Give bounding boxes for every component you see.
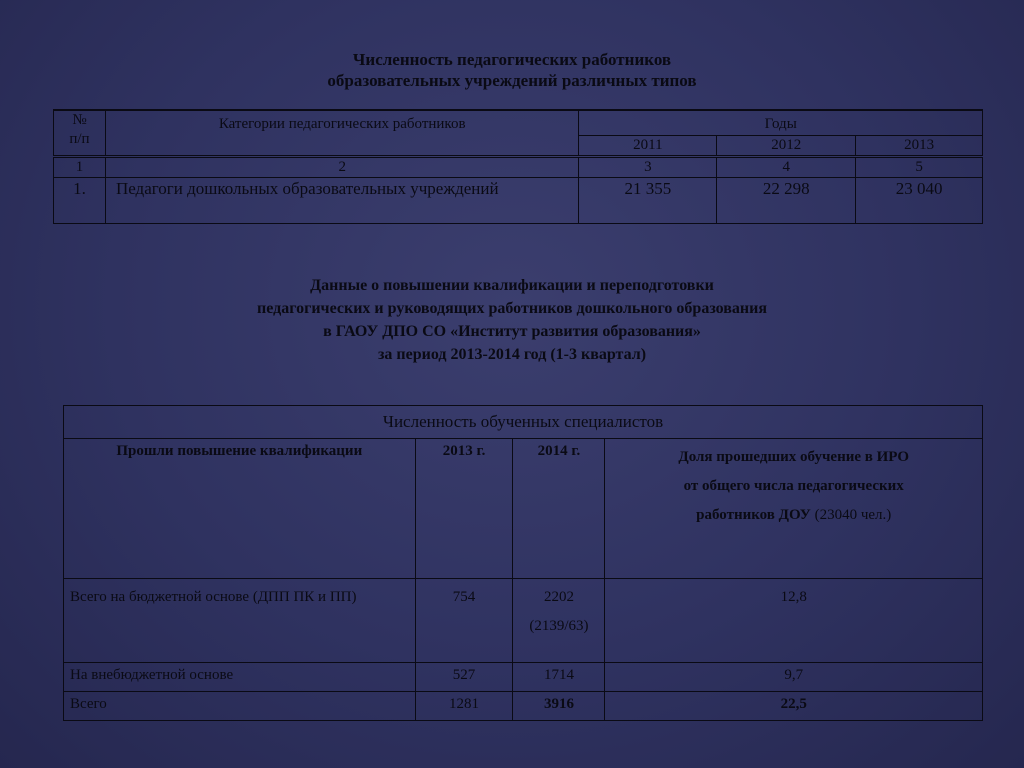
table-row bbox=[64, 663, 983, 692]
index-cell: 2 bbox=[105, 156, 578, 177]
training-table-header: Численность обученных специалистов bbox=[64, 406, 983, 439]
value-2011: 21 355 bbox=[579, 177, 717, 223]
row-share: 9,7 bbox=[605, 663, 983, 692]
col-years-header: Годы bbox=[579, 110, 983, 135]
row-2014 bbox=[513, 579, 605, 663]
col-number-header-line2: п/п bbox=[69, 131, 90, 147]
year-2013-header: 2013 bbox=[856, 135, 983, 156]
table1-title bbox=[0, 49, 1024, 91]
row-category: Педагоги дошкольных образовательных учреждений bbox=[105, 177, 578, 223]
staff-count-table bbox=[53, 109, 983, 224]
col-training-header: Прошли повышение квалификации bbox=[64, 439, 416, 579]
table2-title-line1: Данные о повышении квалификации и переподготовки bbox=[310, 277, 714, 294]
value-2013: 23 040 bbox=[856, 177, 983, 223]
row-share: 12,8 bbox=[605, 579, 983, 663]
table-row bbox=[64, 579, 983, 663]
index-cell: 4 bbox=[717, 156, 856, 177]
row-label: На внебюджетной основе bbox=[64, 663, 416, 692]
year-2012-header: 2012 bbox=[717, 135, 856, 156]
col-number-header bbox=[54, 110, 106, 156]
col-share-header-line1: Доля прошедших обучение в ИРО bbox=[678, 449, 910, 465]
row-label: Всего на бюджетной основе (ДПП ПК и ПП) bbox=[64, 579, 416, 663]
col-number-header-line1: № bbox=[72, 112, 87, 128]
row-number: 1. bbox=[54, 177, 106, 223]
row-2014: 3916 bbox=[513, 692, 605, 721]
table2-title-line4: за период 2013-2014 год (1-3 квартал) bbox=[377, 346, 647, 363]
col-share-header-line3-rest: (23040 чел.) bbox=[810, 507, 892, 523]
col-share-header-line3 bbox=[611, 501, 976, 530]
col-category-header: Категории педагогических работников bbox=[105, 110, 578, 156]
training-table bbox=[63, 405, 983, 721]
col-share-header-line2: от общего числа педагогических bbox=[683, 478, 904, 494]
row-share: 22,5 bbox=[605, 692, 983, 721]
row-2014-line2: (2139/63) bbox=[529, 618, 589, 634]
year-2011-header: 2011 bbox=[579, 135, 717, 156]
row-2014-line1: 2202 bbox=[543, 589, 574, 605]
table1-title-line1: Численность педагогических работников bbox=[352, 50, 672, 69]
col-2014-header: 2014 г. bbox=[513, 439, 605, 579]
row-2013: 527 bbox=[415, 663, 513, 692]
index-cell: 3 bbox=[579, 156, 717, 177]
table2-title bbox=[0, 274, 1024, 366]
row-2013: 754 bbox=[415, 579, 513, 663]
index-cell: 1 bbox=[54, 156, 106, 177]
value-2012: 22 298 bbox=[717, 177, 856, 223]
index-cell: 5 bbox=[856, 156, 983, 177]
table1-title-line2: образовательных учреждений различных типов bbox=[327, 71, 697, 90]
col-share-header-line3-bold: работников ДОУ bbox=[696, 507, 811, 523]
row-label: Всего bbox=[64, 692, 416, 721]
row-2014: 1714 bbox=[513, 663, 605, 692]
table-row bbox=[64, 692, 983, 721]
col-share-header bbox=[605, 439, 983, 579]
row-2013: 1281 bbox=[415, 692, 513, 721]
table2-title-line3: в ГАОУ ДПО СО «Институт развития образования» bbox=[323, 323, 701, 340]
table-row bbox=[54, 177, 983, 223]
table2-title-line2: педагогических и руководящих работников дошкольного образования bbox=[257, 300, 767, 317]
col-2013-header: 2013 г. bbox=[415, 439, 513, 579]
